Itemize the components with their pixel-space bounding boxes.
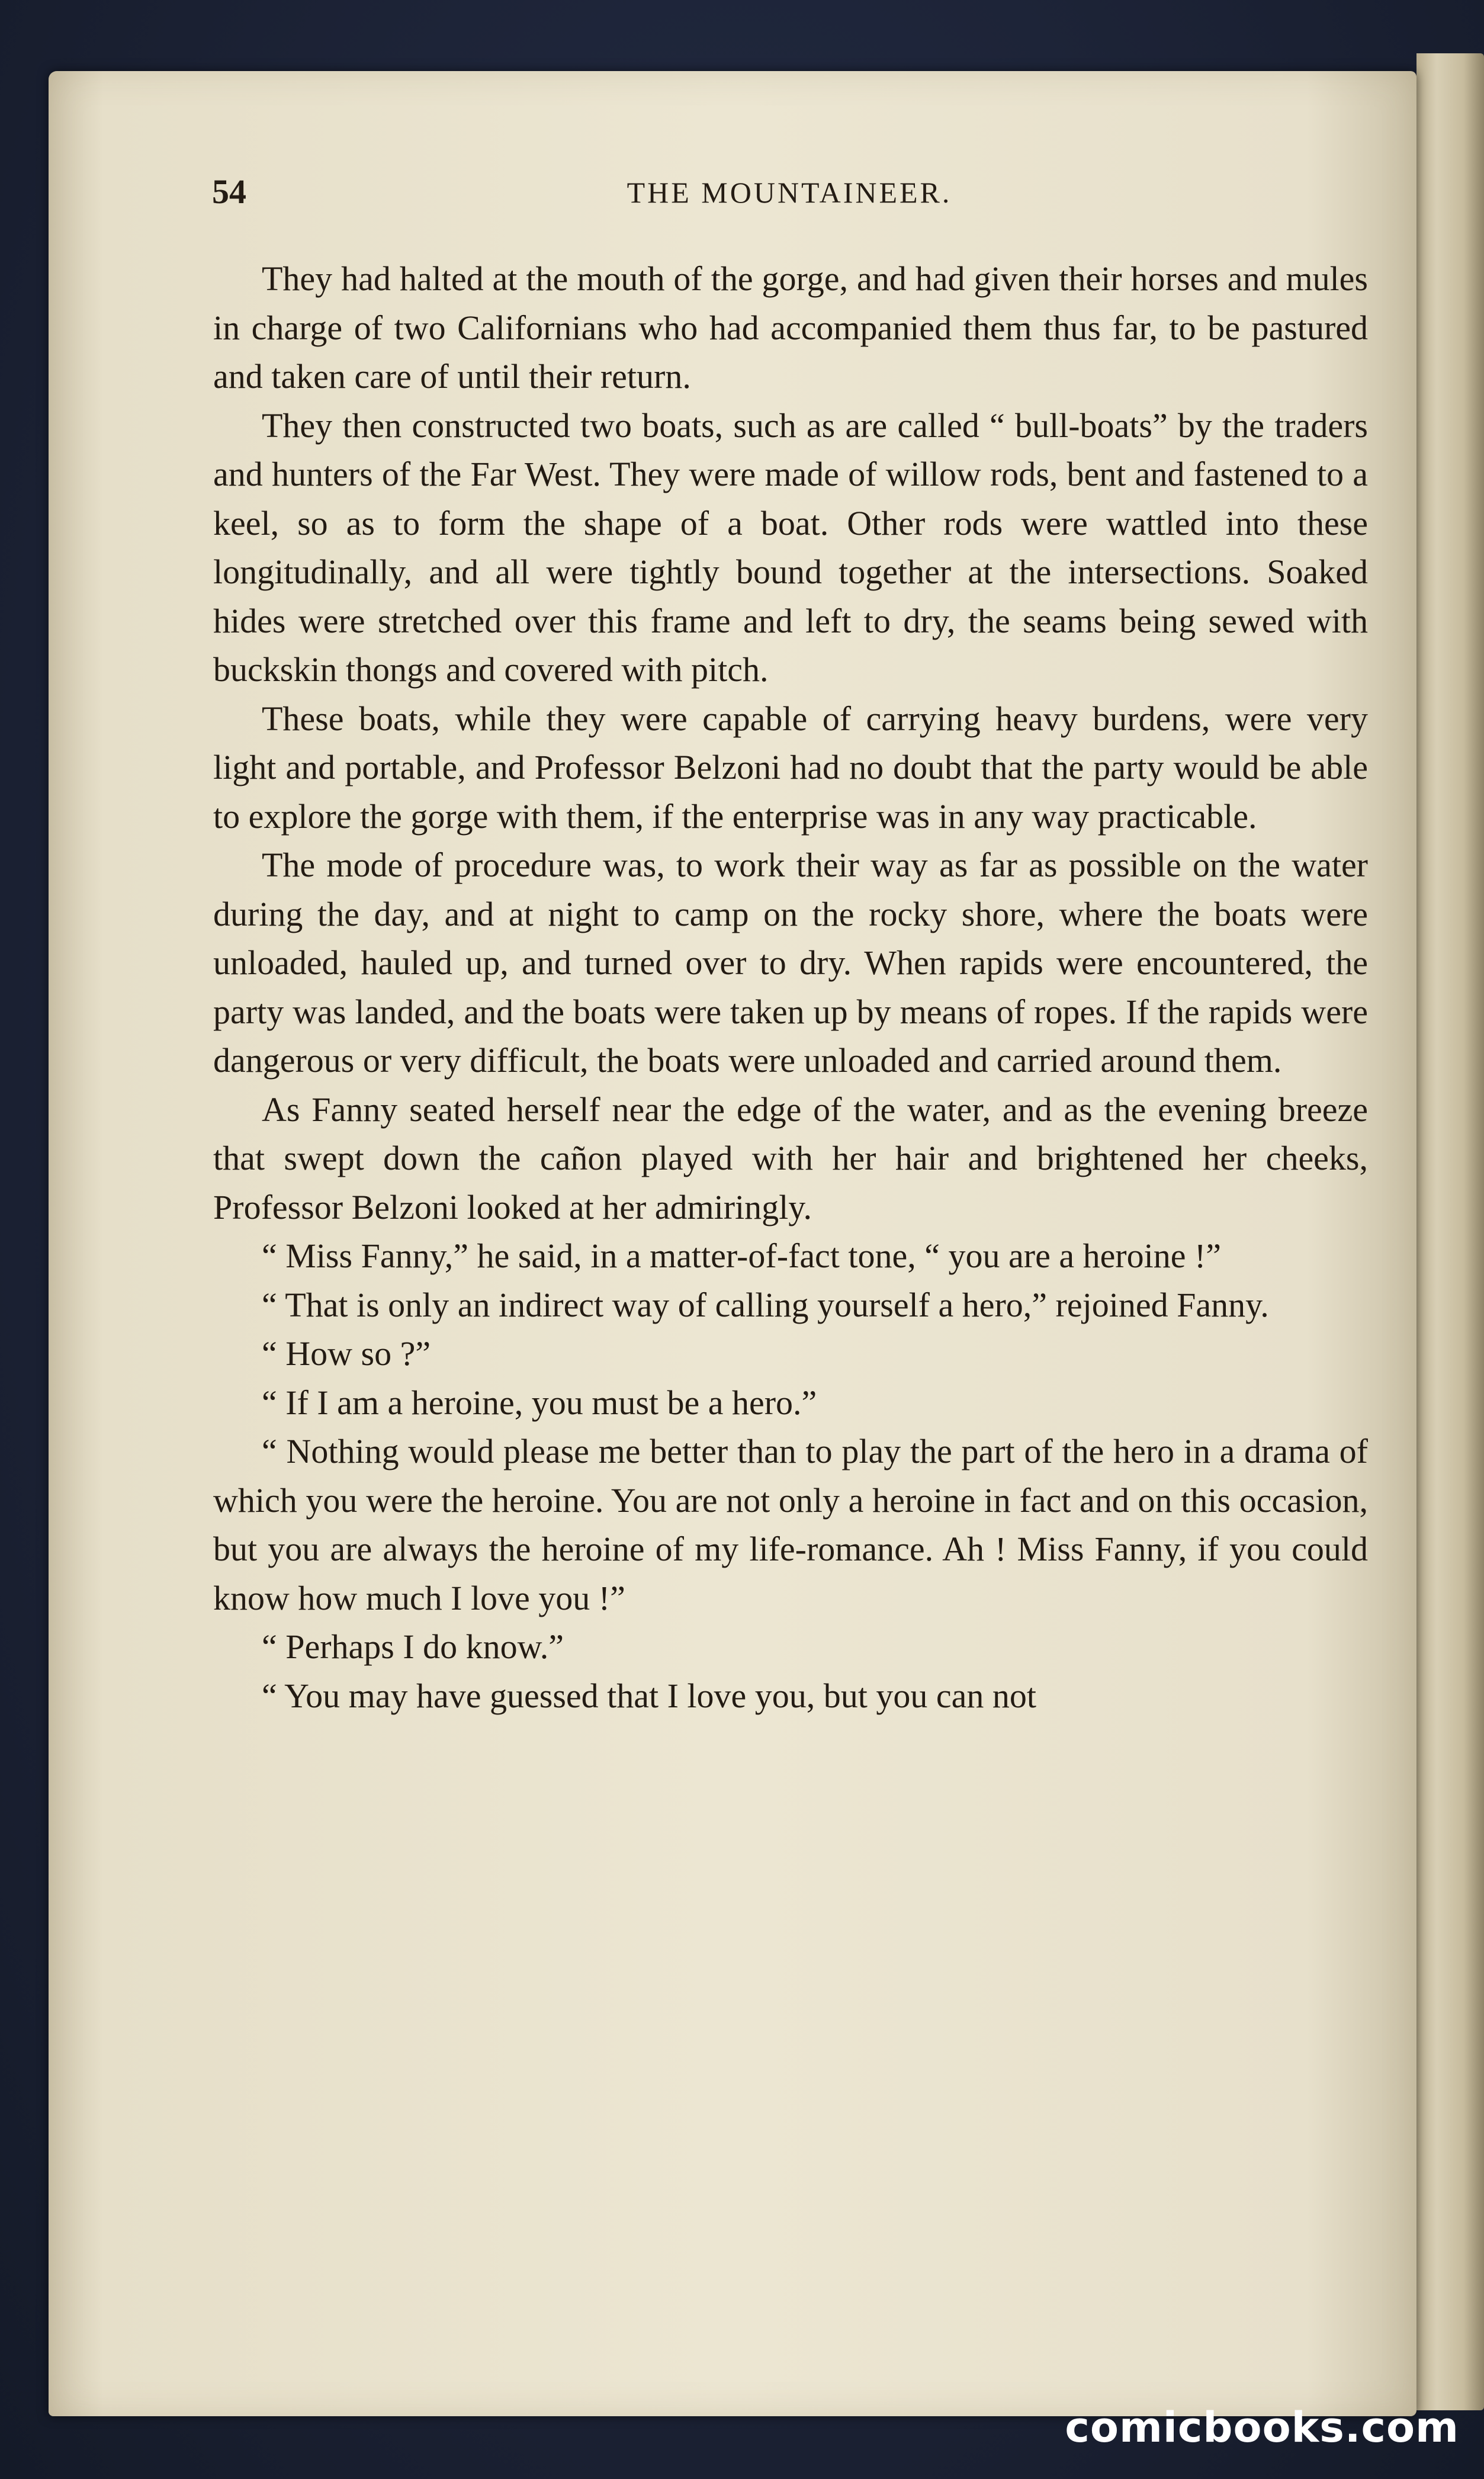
paragraph: “ Perhaps I do know.” bbox=[262, 1627, 564, 1666]
watermark: comicbooks.com bbox=[1065, 2403, 1459, 2452]
running-title: THE MOUNTAINEER. bbox=[627, 176, 952, 209]
paragraph: “ If I am a heroine, you must be a hero.” bbox=[262, 1383, 817, 1422]
page-number: 54 bbox=[212, 172, 246, 211]
paragraph: These boats, while they were capable of carrying heavy burdens, were very light and portable, and Professor Belzoni had no doubt that the party would be able to explore the gorge with them, if the enterprise was in any way practicable. bbox=[213, 699, 1368, 836]
paragraph: “ How so ?” bbox=[262, 1334, 431, 1373]
book-page-edge bbox=[1416, 53, 1484, 2410]
paragraph: As Fanny seated herself near the edge of the water, and as the evening breeze that swept down the cañon played with her hair and brightened her cheeks, Professor Belzoni looked at her admiringly. bbox=[213, 1090, 1368, 1226]
paragraph: The mode of procedure was, to work their way as far as possible on the water during the day, and at night to camp on the rocky shore, where the boats were unloaded, hauled up, and turned over to dry. When rapids were encountered, the party was landed, and the boats were taken up by means of ropes. If the rapids were dangerous or very difficult, the boats were unloaded and carried around them. bbox=[213, 846, 1368, 1080]
paragraph: “ That is only an indirect way of calling yourself a hero,” rejoined Fanny. bbox=[262, 1285, 1269, 1324]
paragraph: They had halted at the mouth of the gorge, and had given their horses and mules in charge of two Californians who had accompanied them thus far, to be pastured and taken care of until their return. bbox=[213, 259, 1368, 396]
page-header bbox=[212, 172, 1367, 219]
paragraph: “ Miss Fanny,” he said, in a matter-of-fact tone, “ you are a heroine !” bbox=[262, 1237, 1222, 1275]
paragraph: “ You may have guessed that I love you, but you can not bbox=[262, 1676, 1037, 1715]
paragraph: They then constructed two boats, such as are called “ bull-boats” by the traders and hunters of the Far West. They were made of willow rods, bent and fastened to a keel, so as to form the shape of a boat. Other rods were wattled into these longitudinally, and all were tightly bound together at the intersections. Soaked hides were stretched over this frame and left to dry, the seams being sewed with buckskin thongs and covered with pitch. bbox=[213, 406, 1368, 689]
paragraph: “ Nothing would please me better than to play the part of the hero in a drama of which you were the heroine. You are not only a heroine in fact and on this occasion, but you are always the heroine of my life-romance. Ah ! Miss Fanny, if you could know how much I love you !” bbox=[213, 1432, 1368, 1617]
body-text bbox=[213, 255, 1368, 1720]
